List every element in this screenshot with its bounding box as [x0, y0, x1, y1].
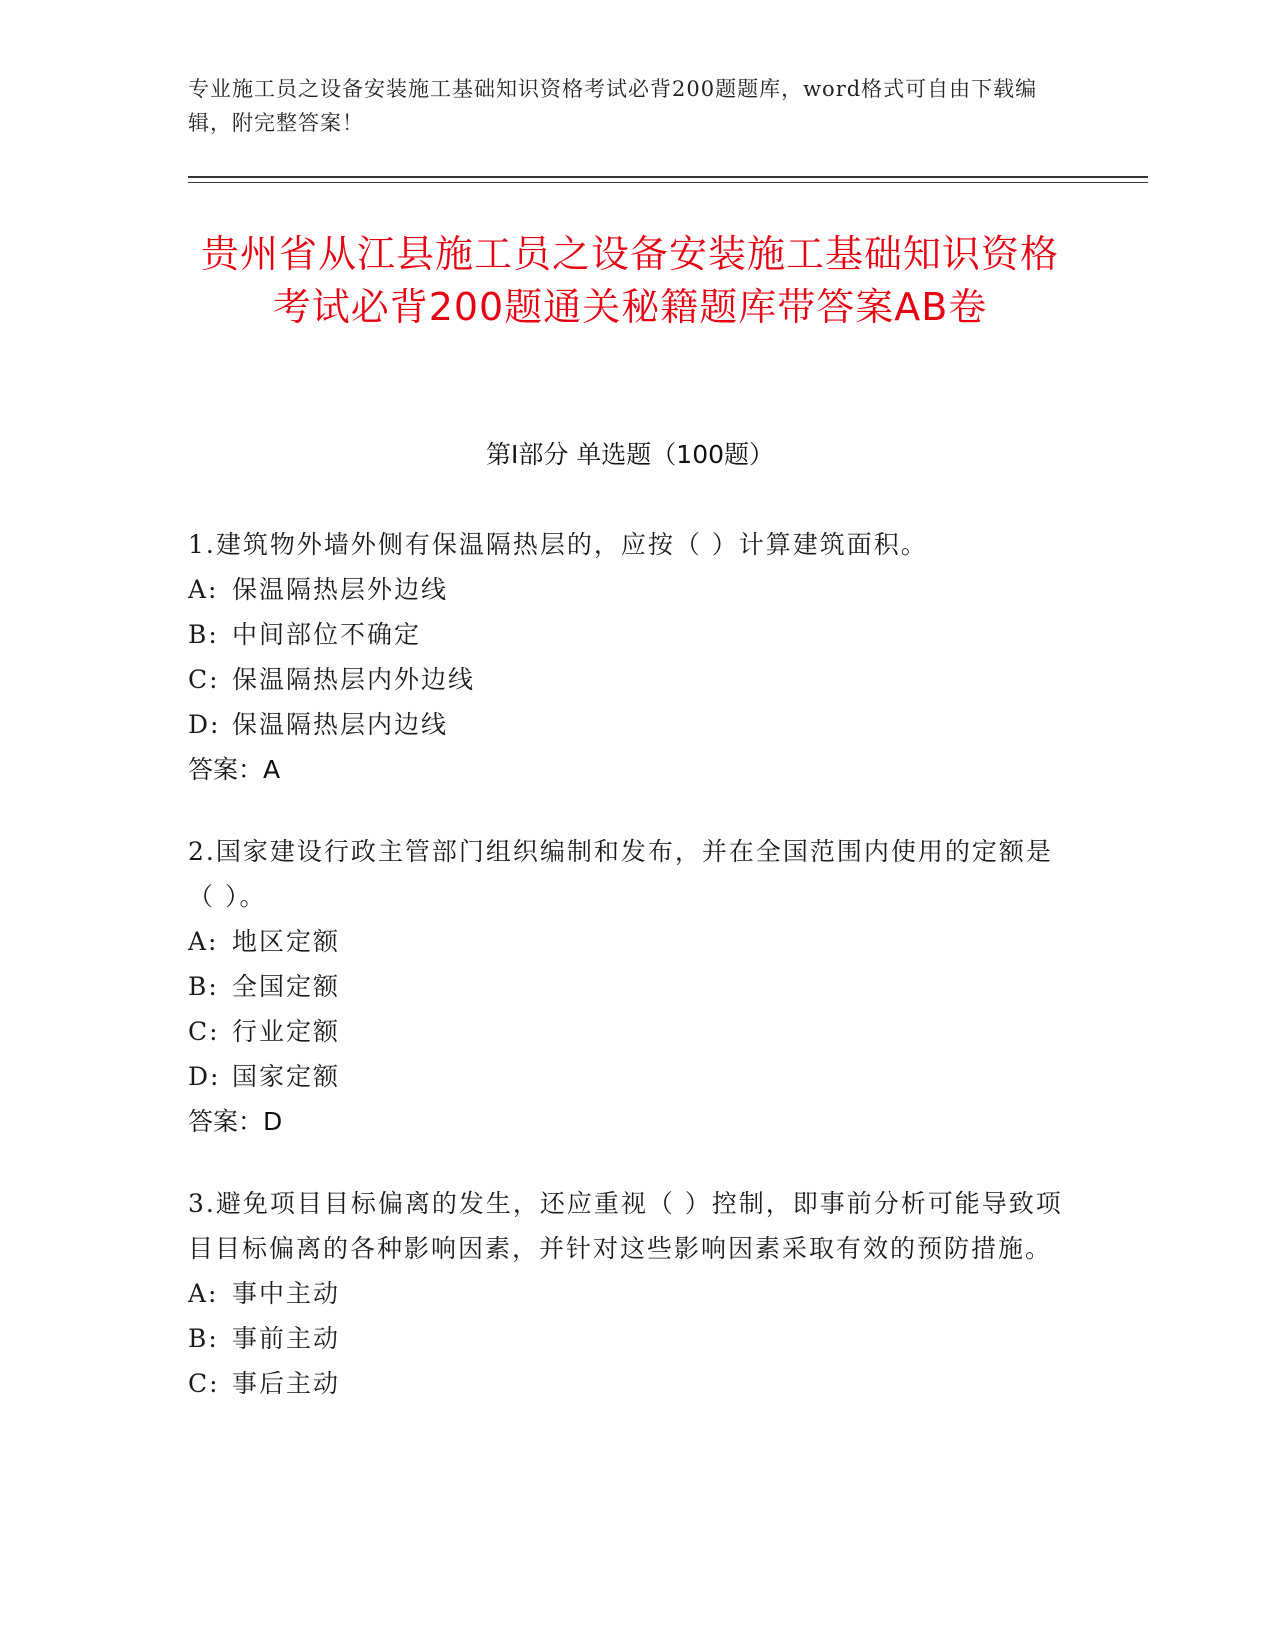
option-text: 事前主动: [232, 1324, 341, 1353]
option-key: B:: [188, 1324, 219, 1353]
question-list: [188, 522, 1068, 1443]
option-a: [188, 567, 1068, 612]
option-key: D:: [188, 1062, 221, 1091]
option-c: [188, 1361, 1068, 1406]
option-text: 全国定额: [232, 972, 341, 1001]
option-text: 国家定额: [232, 1062, 341, 1091]
answer-line: 答案：A: [188, 755, 281, 784]
option-text: 事后主动: [232, 1369, 341, 1398]
header-divider-thin: [188, 182, 1148, 183]
question-1: [188, 522, 1068, 792]
option-text: 地区定额: [232, 927, 341, 956]
option-d: [188, 702, 1068, 747]
option-key: A:: [188, 575, 219, 604]
question-2: [188, 829, 1068, 1144]
option-key: B:: [188, 620, 219, 649]
option-text: 行业定额: [232, 1017, 341, 1046]
question-3: [188, 1181, 1068, 1406]
option-text: 保温隔热层外边线: [232, 575, 449, 604]
option-key: B:: [188, 972, 219, 1001]
header-divider-thick: [188, 176, 1148, 178]
option-b: [188, 964, 1068, 1009]
option-key: A:: [188, 1279, 219, 1308]
option-key: C:: [188, 1369, 220, 1398]
option-key: C:: [188, 665, 220, 694]
question-stem: 1.建筑物外墙外侧有保温隔热层的，应按（ ）计算建筑面积。: [188, 530, 928, 559]
option-key: D:: [188, 710, 221, 739]
option-c: [188, 657, 1068, 702]
option-b: [188, 1316, 1068, 1361]
section-title: 第I部分 单选题（100题）: [485, 440, 775, 469]
option-text: 保温隔热层内边线: [232, 710, 449, 739]
option-a: [188, 919, 1068, 964]
option-text: 中间部位不确定: [232, 620, 422, 649]
option-b: [188, 612, 1068, 657]
document-title: 贵州省从江县施工员之设备安装施工基础知识资格考试必背200题通关秘籍题库带答案AB卷: [200, 232, 1059, 329]
option-text: 事中主动: [232, 1279, 341, 1308]
question-stem: 2.国家建设行政主管部门组织编制和发布，并在全国范围内使用的定额是（ ）。: [188, 837, 1053, 911]
option-d: [188, 1054, 1068, 1099]
option-key: C:: [188, 1017, 220, 1046]
option-key: A:: [188, 927, 219, 956]
answer-line: 答案：D: [188, 1107, 283, 1136]
question-stem: 3.避免项目目标偏离的发生，还应重视（ ）控制，即事前分析可能导致项目目标偏离的各种影响因素，并针对这些影响因素采取有效的预防措施。: [188, 1189, 1063, 1263]
header-note: 专业施工员之设备安装施工基础知识资格考试必背200题题库，word格式可自由下载编辑，附完整答案！: [188, 77, 1038, 135]
option-a: [188, 1271, 1068, 1316]
option-c: [188, 1009, 1068, 1054]
option-text: 保温隔热层内外边线: [232, 665, 476, 694]
